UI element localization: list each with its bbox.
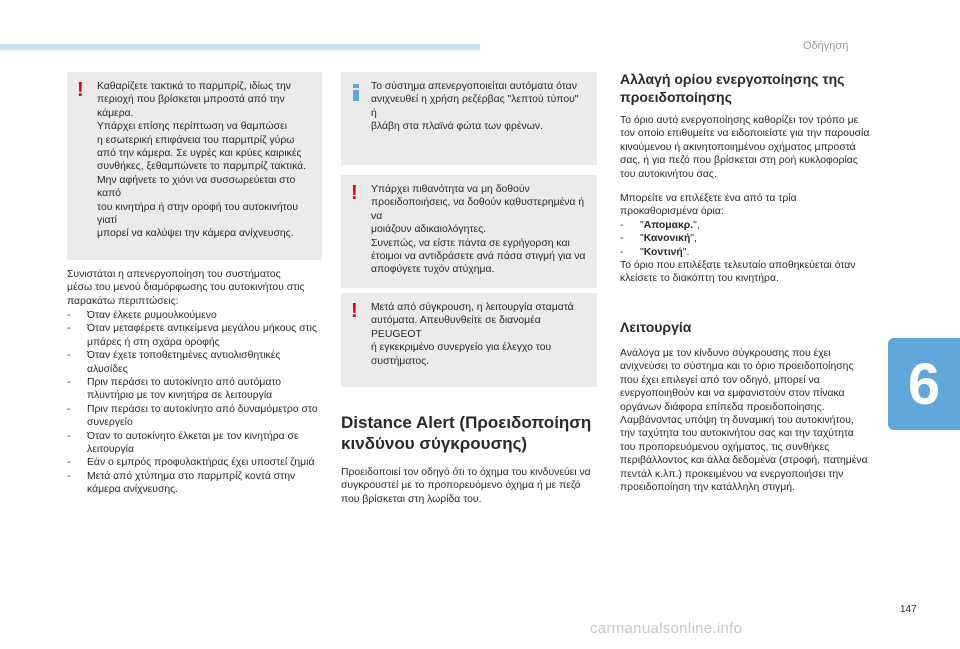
option-label: Κανονική bbox=[643, 233, 691, 245]
option-suffix: ", bbox=[690, 233, 697, 245]
threshold-heading: Αλλαγή ορίου ενεργοποίησης της προειδοποίησης bbox=[620, 71, 845, 105]
distance-alert-heading: Distance Alert (Προειδοποίηση κινδύνου σύγκρουσης) bbox=[341, 413, 592, 453]
operation-heading: Λειτουργία bbox=[620, 319, 692, 335]
list-item: - Εάν ο εμπρός προφυλακτήρας έχει υποστεί ζημιά bbox=[67, 456, 329, 469]
list-item: - Όταν έχετε τοποθετημένες αντιολισθητικές αλυσίδες bbox=[67, 349, 329, 376]
operation-paragraph: Ανάλογα με τον κίνδυνο σύγκρουσης που έχει ανιχνεύσει το σύστημα και το όριο προειδοποίησης που έχει επιλεγεί από τον οδηγό, μπορεί να ενεργοποιηθούν και να εμφανιστούν στον πίνακα οργάνων διάφορα επίπεδα προειδοποίησης. Λαμβάνοντας υπόψη τη δυναμική του αυτοκινήτου, την ταχύτητα του αυτοκινήτου σας και την ταχύτητα του προπορευόμενου οχήματος, τις συνθήκες περιβάλλοντος και άλλα δεδομένα (στροφή, πατημένα πεντάλ κ.λπ.) προκειμένου να ενεργοποιήσει την προειδοποίηση την κατάλληλη στιγμή. bbox=[620, 348, 868, 494]
option-far: - "Απομακρ.", bbox=[620, 219, 882, 232]
option-normal: - "Κανονική", bbox=[620, 232, 882, 245]
deactivation-list bbox=[67, 309, 329, 497]
page-number: 147 bbox=[900, 604, 917, 615]
warning-exclamation-icon: ! bbox=[77, 79, 84, 101]
threshold-paragraph: Το όριο αυτό ενεργοποίησης καθορίζει τον τρόπο με τον οποίο επιθυμείτε να ειδοποιείστε για την παρουσία κινούμενου ή ακινητοποιημένου οχήματος μπροστά σας, ή για πεζό που βρίσκεται στη ροή κυκλοφορίας του αυτοκινήτου σας. bbox=[620, 115, 870, 180]
threshold-options-list bbox=[620, 219, 882, 259]
warning-box-camera bbox=[67, 72, 322, 260]
info-text: Το σύστημα απενεργοποιείται αυτόματα όταν ανιχνευθεί η χρήση ρεζέρβας "λεπτού τύπου" ή βλάβη στα πλαϊνά φώτα των φρένων. bbox=[371, 81, 579, 133]
info-box-auto-deactivation bbox=[341, 72, 597, 165]
list-item: - Όταν μεταφέρετε αντικείμενα μεγάλου μήκους στις μπάρες ή στη σχάρα οροφής bbox=[67, 322, 329, 349]
warning-exclamation-icon: ! bbox=[351, 182, 358, 204]
warning-text: Μετά από σύγκρουση, η λειτουργία σταματά αυτόματα. Απευθυνθείτε σε διανομέα PEUGEOT ή εγκεκριμένο συνεργείο για έλεγχο του συστήματος. bbox=[371, 302, 574, 367]
section-title: Οδήγηση bbox=[803, 40, 849, 52]
option-label: Κοντινή bbox=[643, 246, 683, 258]
list-item: - Όταν το αυτοκίνητο έλκεται με τον κινητήρα σε λειτουργία bbox=[67, 430, 329, 457]
warning-text: Υπάρχει πιθανότητα να μη δοθούν προειδοποιήσεις, να δοθούν καθυστερημένα ή να μοιάζουν αδικαιολόγητες. Συνεπώς, να είστε πάντα σε εγρήγορση και έτοιμοι να αντιδράσετε ανά πάσα στιγμή για να αποφύγετε τυχόν ατύχημα. bbox=[371, 184, 586, 276]
option-close: - "Κοντινή". bbox=[620, 246, 882, 259]
warning-exclamation-icon: ! bbox=[351, 300, 358, 322]
info-icon bbox=[353, 84, 359, 101]
list-item: - Πριν περάσει το αυτοκίνητο από δυναμόμετρο στο συνεργείο bbox=[67, 403, 329, 430]
deactivation-intro: Συνιστάται η απενεργοποίηση του συστήματος μέσω του μενού διαμόρφωσης του αυτοκινήτου στις παρακάτω περιπτώσεις: bbox=[67, 269, 305, 307]
warning-text: Καθαρίζετε τακτικά το παρμπρίζ, ιδίως την περιοχή που βρίσκεται μπροστά από την κάμερα. Υπάρχει επίσης περίπτωση να θαμπώσει η εσωτερική επιφάνεια του παρμπρίζ γύρω από την κάμερα. Σε υγρές και κρύες καιρικές συνθήκες, ξεθαμπώνετε το παρμπρίζ τακτικά. Μην αφήνετε το χιόνι να συσσωρεύεται στο καπό του κινητήρα ή στην οροφή του αυτοκινήτου γιατί μπορεί να καλύψει την κάμερα ανίχνευσης. bbox=[97, 81, 307, 240]
distance-alert-body: Προειδοποιεί τον οδηγό ότι το όχημα του κινδυνεύει να συγκρουστεί με το προπορευόμενο όχημα ή με πεζό που βρίσκεται στη λωρίδα του. bbox=[341, 467, 591, 505]
option-label: Απομακρ. bbox=[643, 220, 694, 231]
watermark-text: carmanualsonline.info bbox=[590, 620, 743, 637]
threshold-memory-note: Το όριο που επιλέξατε τελευταίο αποθηκεύεται όταν κλείσετε το διακόπτη του κινητήρα. bbox=[620, 260, 856, 285]
option-suffix: ", bbox=[693, 220, 700, 231]
list-item: - Πριν περάσει το αυτοκίνητο από αυτόματο πλυντήριο με τον κινητήρα σε λειτουργία bbox=[67, 376, 329, 403]
list-item: - Μετά από χτύπημα στο παρμπρίζ κοντά στην κάμερα ανίχνευσης. bbox=[67, 470, 329, 497]
warning-box-alerts bbox=[341, 175, 597, 288]
chapter-tab: 6 bbox=[888, 338, 960, 430]
option-suffix: ". bbox=[682, 246, 690, 258]
warning-box-collision bbox=[341, 293, 597, 387]
list-item: - Όταν έλκετε ρυμουλκούμενο bbox=[67, 309, 329, 322]
threshold-options-intro: Μπορείτε να επιλέξετε ένα από τα τρία προκαθορισμένα όρια: bbox=[620, 193, 797, 218]
header-bar bbox=[0, 44, 480, 50]
